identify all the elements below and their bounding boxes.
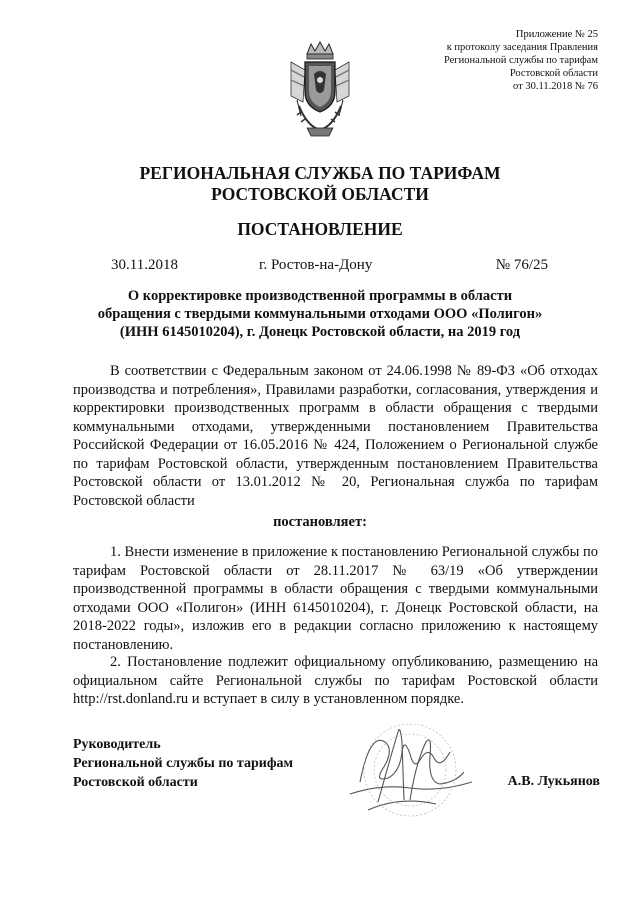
document-number: № 76/25: [495, 257, 548, 273]
subject-line: (ИНН 6145010204), г. Донецк Ростовской области, на 2019 год: [119, 324, 521, 340]
signatory-name: А.В. Лукьянов: [507, 774, 600, 789]
signatory-title-line: Региональной службы по тарифам: [73, 756, 294, 771]
document-subject: [0, 287, 640, 341]
document-date: 30.11.2018: [111, 257, 178, 273]
handwritten-signature: [340, 712, 480, 822]
item-1-paragraph: 1. Внести изменение в приложение к постановлению Региональной службы по тарифам Ростовской области от 28.11.2017 № 63/19 «Об утверждении производственной программы в области обращения с твердыми коммунальными отходами ООО «Полигон» (ИНН 6145010204), г. Донецк Ростовской области, на 2018-2022 годы», изложив его в редакции согласно приложению к настоящему постановлению.: [73, 544, 598, 653]
appendix-note: [444, 28, 598, 93]
document-city: г. Ростов-на-Дону: [259, 257, 373, 273]
signatory-title-line: Ростовской области: [73, 775, 198, 790]
document-type: ПОСТАНОВЛЕНИЕ: [237, 219, 403, 239]
resolves-heading: постановляет:: [273, 514, 367, 530]
appendix-line: к протоколу заседания Правления: [446, 42, 598, 53]
organization-title: [0, 163, 640, 205]
subject-line: обращения с твердыми коммунальными отходами ООО «Полигон»: [97, 306, 543, 322]
signatory-title-line: Руководитель: [73, 737, 161, 752]
org-line: РОСТОВСКОЙ ОБЛАСТИ: [211, 184, 429, 204]
appendix-line: Региональной службы по тарифам: [443, 55, 598, 66]
appendix-line: от 30.11.2018 № 76: [513, 81, 598, 92]
coat-of-arms-icon: [287, 40, 353, 146]
signatory-title: [73, 735, 293, 792]
subject-line: О корректировке производственной программы в области: [127, 288, 513, 304]
preamble-paragraph: В соответствии с Федеральным законом от 24.06.1998 № 89-ФЗ «Об отходах производства и потребления», Правилами разработки, согласования, утверждения и корректировки производственных программ в области обращения с твердыми коммунальными отходами, утвержденными постановлением Правительства Российской Федерации от 16.05.2016 № 424, Положением о Региональной службе по тарифам Ростовской области, утвержденным постановлением Правительства Ростовской области от 13.01.2012 № 20, Региональная служба по тарифам Ростовской области: [73, 363, 598, 509]
org-line: РЕГИОНАЛЬНАЯ СЛУЖБА ПО ТАРИФАМ: [139, 163, 501, 183]
appendix-line: Приложение № 25: [515, 29, 598, 40]
appendix-line: Ростовской области: [509, 68, 598, 79]
item-2-paragraph: 2. Постановление подлежит официальному опубликованию, размещению на официальном сайте Региональной службы по тарифам Ростовской области http://rst.donland.ru и вступает в силу в установленном порядке.: [73, 654, 598, 707]
